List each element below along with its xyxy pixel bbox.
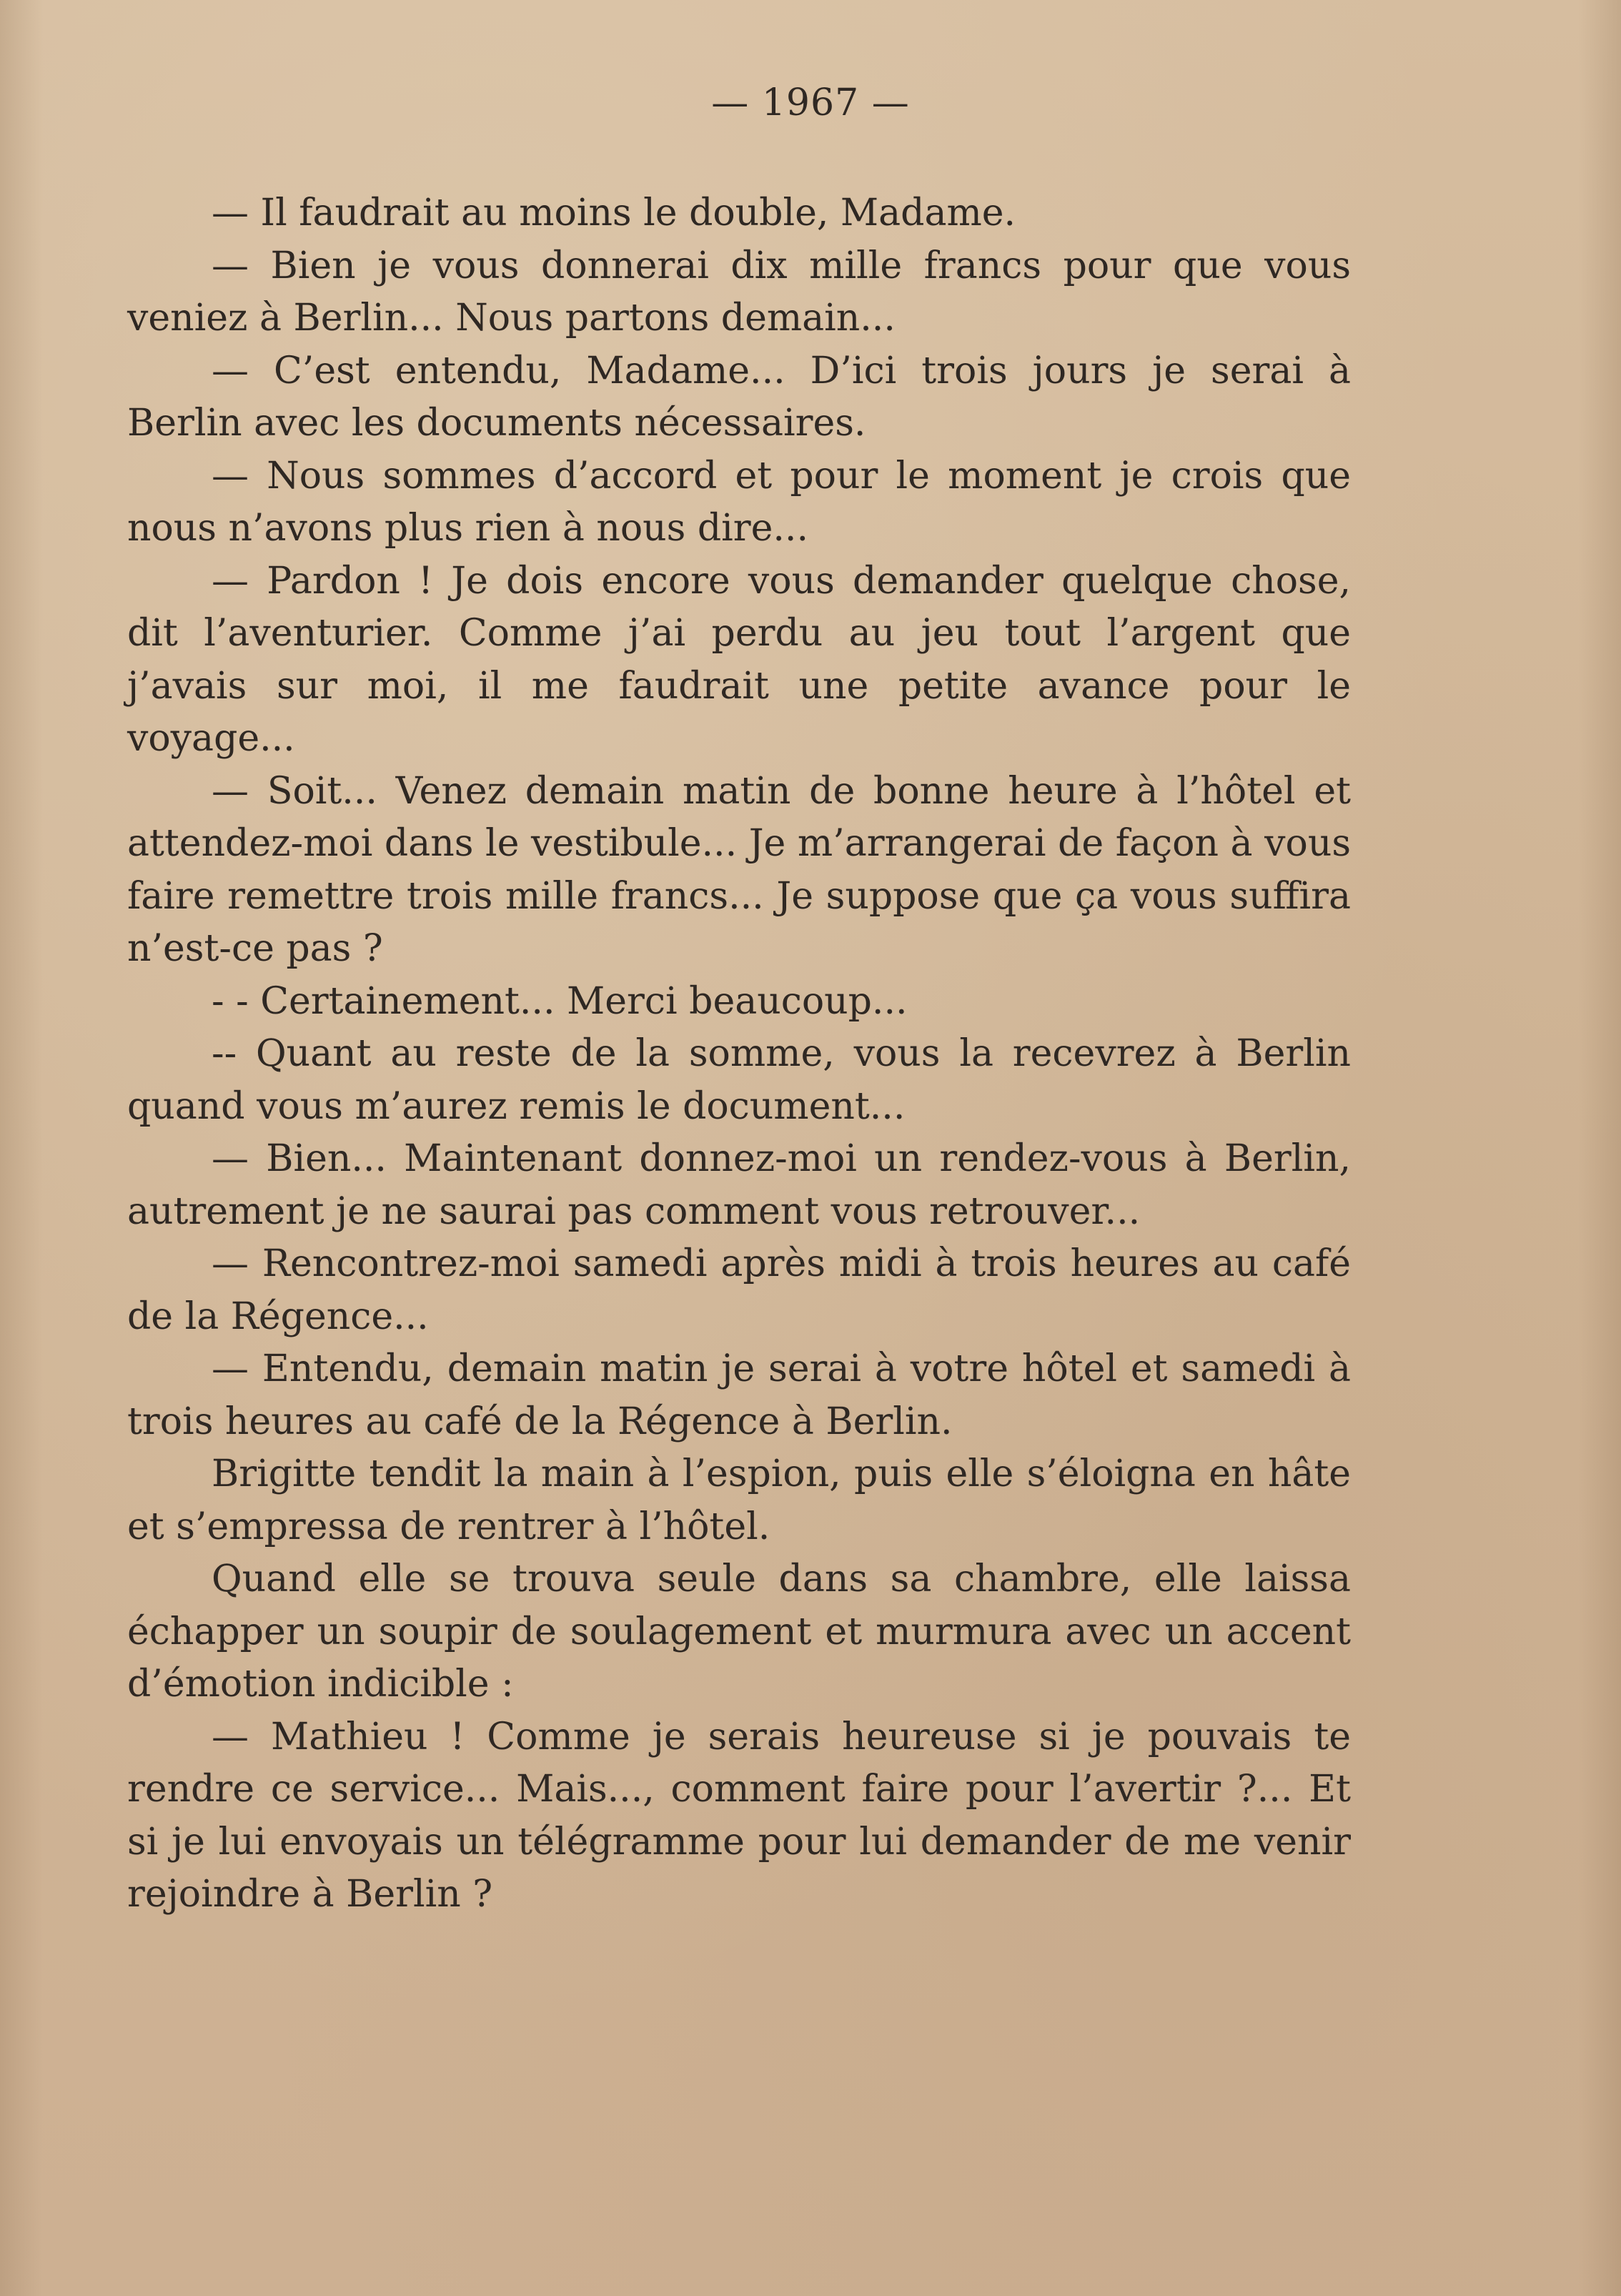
paragraph-2: — Bien je vous donnerai dix mille francs pour que vous veniez à Berlin... Nous partons demain... bbox=[127, 244, 1351, 340]
body-text bbox=[127, 187, 1351, 1921]
paragraph-14: — Mathieu ! Comme je serais heureuse si je pouvais te rendre ce service... Mais..., comment faire pour l’avertir ?... Et si je lui envoyais un télégramme pour lui demander de me venir rejoindre à Berlin ? bbox=[127, 1715, 1351, 1916]
paragraph-1: — Il faudrait au moins le double, Madame. bbox=[212, 192, 1016, 234]
paragraph-10: — Rencontrez-moi samedi après midi à trois heures au café de la Régence... bbox=[127, 1242, 1351, 1338]
paragraph-8: -- Quant au reste de la somme, vous la recevrez à Berlin quand vous m’aurez remis le document... bbox=[127, 1032, 1351, 1128]
paragraph-3: — C’est entendu, Madame... D’ici trois jours je serai à Berlin avec les documents nécessaires. bbox=[127, 349, 1351, 445]
paragraph-4: — Nous sommes d’accord et pour le moment je crois que nous n’avons plus rien à nous dire... bbox=[127, 454, 1351, 550]
right-edge-shadow bbox=[1578, 0, 1621, 2296]
page-number: — 1967 — bbox=[711, 81, 910, 124]
paragraph-5: — Pardon ! Je dois encore vous demander quelque chose, dit l’aventurier. Comme j’ai perdu au jeu tout l’argent que j’avais sur moi, il me faudrait une petite avance pour le voyage... bbox=[127, 559, 1351, 760]
paragraph-13: Quand elle se trouva seule dans sa chambre, elle laissa échapper un soupir de soulagement et murmura avec un accent d’émotion indicible : bbox=[127, 1558, 1351, 1706]
paragraph-6: — Soit... Venez demain matin de bonne heure à l’hôtel et attendez-moi dans le vestibule... Je m’arrangerai de façon à vous faire remettre trois mille francs... Je suppose que ça vous suffira n’est-ce pas ? bbox=[127, 769, 1351, 970]
paragraph-7: - - Certainement... Merci beaucoup... bbox=[212, 979, 908, 1023]
left-edge-shadow bbox=[0, 0, 43, 2296]
paragraph-9: — Bien... Maintenant donnez-moi un rendez-vous à Berlin, autrement je ne saurai pas comment vous retrouver... bbox=[127, 1137, 1351, 1233]
paragraph-12: Brigitte tendit la main à l’espion, puis elle s’éloigna en hâte et s’empressa de rentrer à l’hôtel. bbox=[127, 1453, 1351, 1548]
paragraph-11: — Entendu, demain matin je serai à votre hôtel et samedi à trois heures au café de la Régence à Berlin. bbox=[127, 1347, 1351, 1443]
